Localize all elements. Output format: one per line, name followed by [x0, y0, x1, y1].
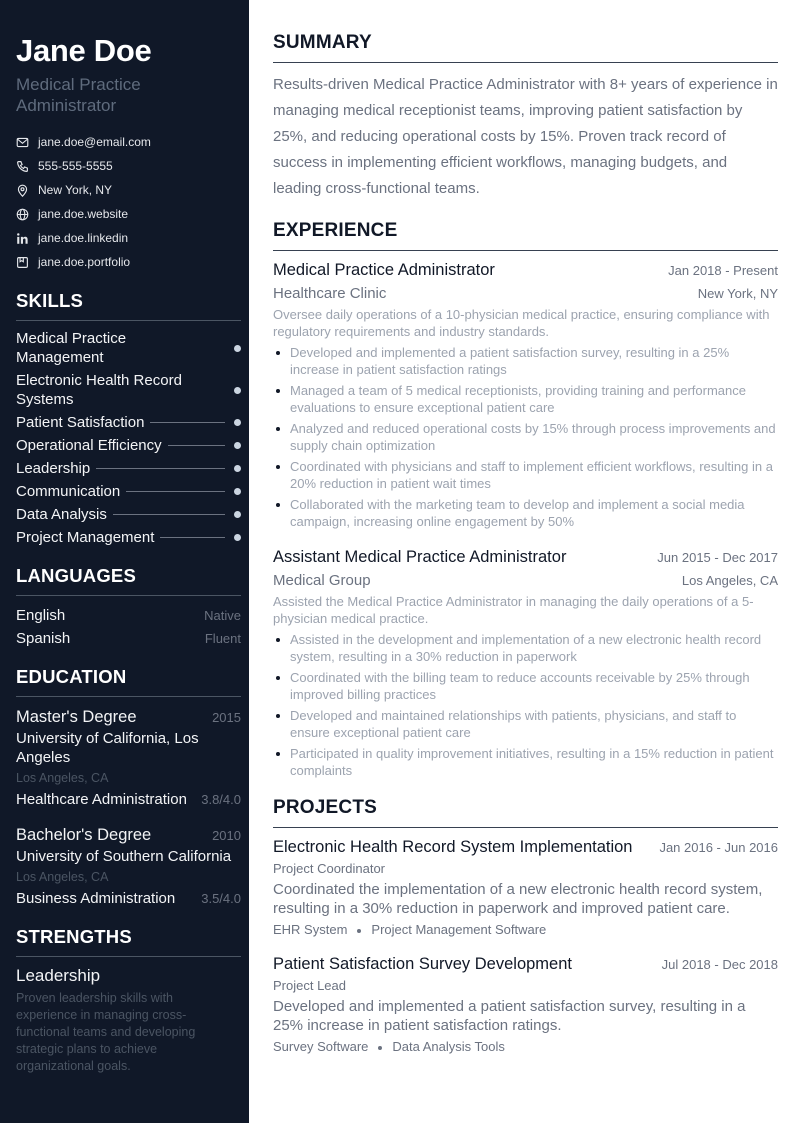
- summary-heading: SUMMARY: [273, 32, 778, 63]
- contact-website[interactable]: [16, 202, 241, 226]
- education-item: [16, 823, 241, 910]
- skill-name: Electronic Health Record Systems: [16, 372, 182, 408]
- portfolio-icon: [16, 256, 29, 269]
- contact-list: [16, 130, 241, 274]
- skill-line: [126, 491, 225, 492]
- location-pin-icon: [16, 184, 29, 197]
- phone-icon: [16, 160, 29, 173]
- strength-description: Proven leadership skills with experience in managing cross-functional teams and developing strategic plans to achieve organizational goals.: [16, 991, 196, 1073]
- skill-name: Data Analysis: [16, 506, 107, 523]
- project-title: Electronic Health Record System Implementation: [273, 838, 633, 856]
- skill-dot: [234, 442, 241, 449]
- strength-title: Leadership: [16, 966, 101, 985]
- skill-line: [150, 422, 225, 423]
- skill-item: [16, 369, 241, 411]
- contact-email-text: jane.doe@email.com: [38, 135, 151, 149]
- skill-line: [212, 348, 225, 349]
- mail-icon: [16, 136, 29, 149]
- linkedin-icon: [16, 232, 29, 245]
- skill-line: [212, 390, 225, 391]
- language-level: Native: [204, 608, 241, 623]
- skill-name: Leadership: [16, 460, 91, 477]
- contact-location-text: New York, NY: [38, 183, 113, 197]
- skill-line: [96, 468, 225, 469]
- contact-linkedin[interactable]: [16, 226, 241, 250]
- job-entry: [273, 546, 778, 779]
- education-degree: Bachelor's Degree: [16, 826, 152, 844]
- job-description: Oversee daily operations of a 10-physician medical practice, ensuring compliance with regulatory requirements and industry standards.: [273, 307, 770, 339]
- education-gpa: 3.8/4.0: [201, 792, 241, 807]
- skill-name: Communication: [16, 483, 121, 500]
- skill-name: Operational Efficiency: [16, 437, 162, 454]
- project-date: Jul 2018 - Dec 2018: [661, 957, 778, 972]
- education-item: [16, 705, 241, 811]
- job-bullet: Managed a team of 5 medical receptionists, providing training and performance evaluations to ensure exceptional patient care: [273, 382, 778, 416]
- skill-dot: [234, 534, 241, 541]
- education-gpa: 3.5/4.0: [201, 891, 241, 906]
- skill-dot: [234, 511, 241, 518]
- skill-item: [16, 457, 241, 480]
- project-description: Coordinated the implementation of a new electronic health record system, resulting in a 30% reduction in paperwork and improved patient care.: [273, 881, 763, 917]
- job-title: Assistant Medical Practice Administrator: [273, 548, 567, 566]
- skill-item: [16, 480, 241, 503]
- language-item: [16, 627, 241, 650]
- candidate-name: Jane Doe: [16, 33, 152, 68]
- languages-heading: LANGUAGES: [16, 565, 241, 596]
- projects-heading: PROJECTS: [273, 797, 778, 828]
- education-field: Healthcare Administration: [16, 791, 187, 808]
- project-date: Jan 2016 - Jun 2016: [659, 840, 778, 855]
- tool-separator: [378, 1046, 382, 1050]
- project-role: Project Lead: [273, 978, 346, 993]
- language-item: [16, 604, 241, 627]
- strength-item: [16, 965, 241, 1075]
- skill-item: [16, 526, 241, 549]
- contact-location: [16, 178, 241, 202]
- language-name: Spanish: [16, 630, 71, 647]
- skill-dot: [234, 419, 241, 426]
- job-bullets: [273, 344, 778, 530]
- job-bullet: Assisted in the development and implementation of a new electronic health record system, resulting in a 30% reduction in paperwork: [273, 631, 778, 665]
- project-entry: [273, 953, 778, 1058]
- skill-line: [160, 537, 225, 538]
- job-date: Jan 2018 - Present: [668, 263, 778, 278]
- education-school: University of California, Los Angeles: [16, 730, 199, 766]
- education-field: Business Administration: [16, 890, 176, 907]
- contact-phone[interactable]: [16, 154, 241, 178]
- summary-text: Results-driven Medical Practice Administrator with 8+ years of experience in managing medical receptionist teams, improving patient satisfaction by 25%, and reducing operational costs by 15%. Proven track record of success in implementing efficient workflows, managing budgets, and leading cross-functional teams.: [273, 76, 778, 197]
- job-bullet: Collaborated with the marketing team to develop and implement a social media campaign, increasing online engagement by 50%: [273, 496, 778, 530]
- skill-line: [113, 514, 225, 515]
- tool-separator: [357, 929, 361, 933]
- contact-email[interactable]: [16, 130, 241, 154]
- education-list: [16, 705, 241, 910]
- language-name: English: [16, 607, 66, 624]
- globe-icon: [16, 208, 29, 221]
- project-description: Developed and implemented a patient satisfaction survey, resulting in a 25% increase in patient satisfaction ratings.: [273, 998, 746, 1034]
- experience-heading: EXPERIENCE: [273, 220, 778, 251]
- job-description: Assisted the Medical Practice Administrator in managing the daily operations of a 5-physician medical practice.: [273, 594, 754, 626]
- project-tools: [273, 919, 778, 941]
- skill-item: [16, 503, 241, 526]
- education-year: 2015: [212, 710, 241, 725]
- job-location: New York, NY: [697, 286, 778, 301]
- contact-website-text: jane.doe.website: [38, 207, 129, 221]
- job-date: Jun 2015 - Dec 2017: [657, 550, 778, 565]
- skill-dot: [234, 488, 241, 495]
- education-degree: Master's Degree: [16, 708, 137, 726]
- skill-item: [16, 434, 241, 457]
- job-entry: [273, 259, 778, 530]
- job-bullet: Participated in quality improvement initiatives, resulting in a 15% reduction in patient complaints: [273, 745, 778, 779]
- languages-list: [16, 604, 241, 650]
- project-title: Patient Satisfaction Survey Development: [273, 955, 572, 973]
- education-heading: EDUCATION: [16, 666, 241, 697]
- job-bullet: Coordinated with the billing team to reduce accounts receivable by 25% through improved billing practices: [273, 669, 778, 703]
- contact-portfolio[interactable]: [16, 250, 241, 274]
- education-location: Los Angeles, CA: [16, 771, 109, 785]
- skill-name: Medical Practice Management: [16, 330, 127, 366]
- project-tools: [273, 1036, 778, 1058]
- skills-heading: SKILLS: [16, 290, 241, 321]
- project-entry: [273, 836, 778, 941]
- job-location: Los Angeles, CA: [681, 573, 778, 588]
- education-year: 2010: [212, 828, 241, 843]
- skill-line: [168, 445, 225, 446]
- job-bullet: Coordinated with physicians and staff to implement efficient workflows, resulting in a 20% reduction in patient wait times: [273, 458, 778, 492]
- skill-name: Patient Satisfaction: [16, 414, 145, 431]
- job-title: Medical Practice Administrator: [273, 261, 495, 279]
- main-content: [273, 0, 778, 1058]
- job-bullet: Developed and maintained relationships with patients, physicians, and staff to ensure exceptional patient care: [273, 707, 778, 741]
- job-bullet: Analyzed and reduced operational costs by 15% through process improvements and supply chain optimization: [273, 420, 778, 454]
- job-company: Medical Group: [273, 572, 371, 589]
- job-bullets: [273, 631, 778, 779]
- education-school: University of Southern California: [16, 848, 232, 865]
- skill-dot: [234, 465, 241, 472]
- job-bullet: Developed and implemented a patient satisfaction survey, resulting in a 25% increase in patient satisfaction ratings: [273, 344, 778, 378]
- strengths-heading: STRENGTHS: [16, 926, 241, 957]
- project-role: Project Coordinator: [273, 861, 385, 876]
- project-tool: Data Analysis Tools: [392, 1039, 505, 1054]
- project-tool: EHR System: [273, 922, 348, 937]
- contact-phone-text: 555-555-5555: [38, 159, 113, 173]
- job-company: Healthcare Clinic: [273, 285, 387, 302]
- education-location: Los Angeles, CA: [16, 870, 109, 884]
- project-tool: Project Management Software: [371, 922, 547, 937]
- sidebar: [0, 0, 249, 1123]
- language-level: Fluent: [204, 631, 241, 646]
- contact-linkedin-text: jane.doe.linkedin: [38, 231, 129, 245]
- skill-dot: [234, 387, 241, 394]
- skill-name: Project Management: [16, 529, 155, 546]
- skill-dot: [234, 345, 241, 352]
- skills-list: [16, 327, 241, 549]
- candidate-role: Medical Practice Administrator: [16, 75, 141, 115]
- skill-item: [16, 327, 241, 369]
- contact-portfolio-text: jane.doe.portfolio: [38, 255, 131, 269]
- project-tool: Survey Software: [273, 1039, 369, 1054]
- skill-item: [16, 411, 241, 434]
